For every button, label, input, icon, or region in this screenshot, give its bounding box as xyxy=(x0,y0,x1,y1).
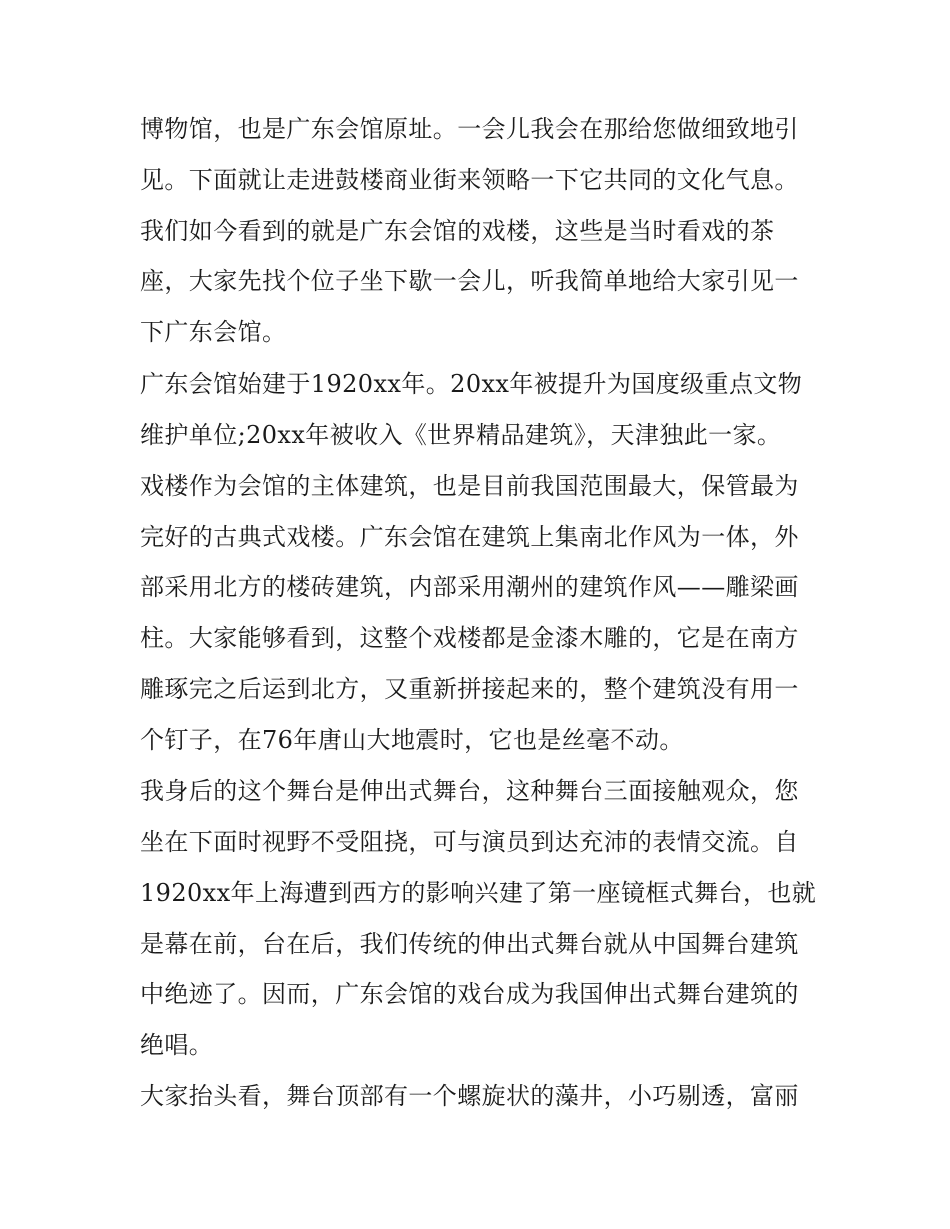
text-line: 个钉子，在76年唐山大地震时，它也是丝毫不动。 xyxy=(140,726,684,754)
text-line: 我们如今看到的就是广东会馆的戏楼，这些是当时看戏的茶 xyxy=(140,217,775,245)
text-line: 下广东会馆。 xyxy=(140,318,287,346)
text-line: 部采用北方的楼砖建筑，内部采用潮州的建筑作风——雕梁画 xyxy=(140,573,799,601)
text-line: 柱。大家能够看到，这整个戏楼都是金漆木雕的，它是在南方 xyxy=(140,624,799,652)
text-line: 见。下面就让走进鼓楼商业街来领略一下它共同的文化气息。 xyxy=(140,166,799,194)
text-line: 戏楼作为会馆的主体建筑，也是目前我国范围最大，保管最为 xyxy=(140,472,799,500)
text-line: 绝唱。 xyxy=(140,1031,214,1059)
text-line: 博物馆，也是广东会馆原址。一会儿我会在那给您做细致地引 xyxy=(140,115,799,143)
text-line: 广东会馆始建于1920xx年。20xx年被提升为国度级重点文物 xyxy=(140,370,803,398)
text-line: 座，大家先找个位子坐下歇一会儿，听我简单地给大家引见一 xyxy=(140,267,799,295)
text-line: 我身后的这个舞台是伸出式舞台，这种舞台三面接触观众，您 xyxy=(140,777,799,805)
text-line: 雕琢完之后运到北方，又重新拼接起来的，整个建筑没有用一 xyxy=(140,675,799,703)
text-line: 中绝迹了。因而，广东会馆的戏台成为我国伸出式舞台建筑的 xyxy=(140,980,799,1008)
text-line: 大家抬头看，舞台顶部有一个螺旋状的藻井，小巧剔透，富丽 xyxy=(140,1082,799,1110)
text-line: 是幕在前，台在后，我们传统的伸出式舞台就从中国舞台建筑 xyxy=(140,930,799,958)
text-line: 完好的古典式戏楼。广东会馆在建筑上集南北作风为一体，外 xyxy=(140,523,799,551)
text-line: 1920xx年上海遭到西方的影响兴建了第一座镜框式舞台，也就 xyxy=(140,879,817,907)
text-line: 维护单位;20xx年被收入《世界精品建筑》，天津独此一家。 xyxy=(140,421,782,449)
text-line: 坐在下面时视野不受阻挠，可与演员到达充沛的表情交流。自 xyxy=(140,828,799,856)
